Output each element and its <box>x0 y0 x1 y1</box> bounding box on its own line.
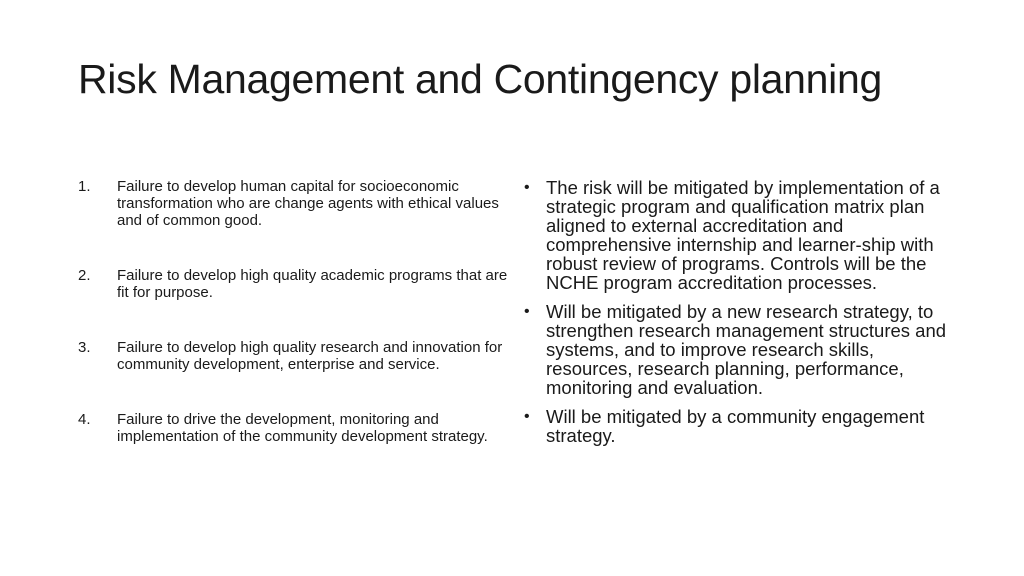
risk-number: 1. <box>78 178 91 195</box>
risk-item-1 <box>78 178 508 229</box>
mitigation-list <box>524 178 954 455</box>
risk-text: Failure to drive the development, monitoring and implementation of the community development strategy. <box>117 411 488 445</box>
mitigation-item-3 <box>524 407 954 445</box>
risk-item-3 <box>78 339 508 373</box>
risk-number: 2. <box>78 267 91 284</box>
slide-title: Risk Management and Contingency planning <box>78 56 882 102</box>
risk-item-4 <box>78 411 508 445</box>
bullet-icon: • <box>524 179 530 196</box>
risk-number: 3. <box>78 339 91 356</box>
risk-text: Failure to develop high quality academic programs that are fit for purpose. <box>117 267 508 301</box>
risk-item-2 <box>78 267 508 301</box>
mitigation-item-2 <box>524 302 954 397</box>
risk-list <box>78 178 508 445</box>
risk-text: Failure to develop high quality research and innovation for community development, enterprise and service. <box>117 339 503 373</box>
risk-number: 4. <box>78 411 91 428</box>
mitigation-text: Will be mitigated by a community engagement strategy. <box>546 406 925 446</box>
risk-text: Failure to develop human capital for socioeconomic transformation who are change agents with ethical values and of common good. <box>117 178 499 229</box>
mitigation-item-1 <box>524 178 954 292</box>
bullet-icon: • <box>524 303 530 320</box>
mitigation-text: Will be mitigated by a new research strategy, to strengthen research management structures and systems, and to improve research skills, resources, research planning, performance, monitoring and evaluation. <box>546 301 947 398</box>
mitigation-text: The risk will be mitigated by implementation of a strategic program and qualification matrix plan aligned to external accreditation and comprehensive internship and learner-ship with robust review of programs. Controls will be the NCHE program accreditation processes. <box>546 177 940 293</box>
bullet-icon: • <box>524 408 530 425</box>
